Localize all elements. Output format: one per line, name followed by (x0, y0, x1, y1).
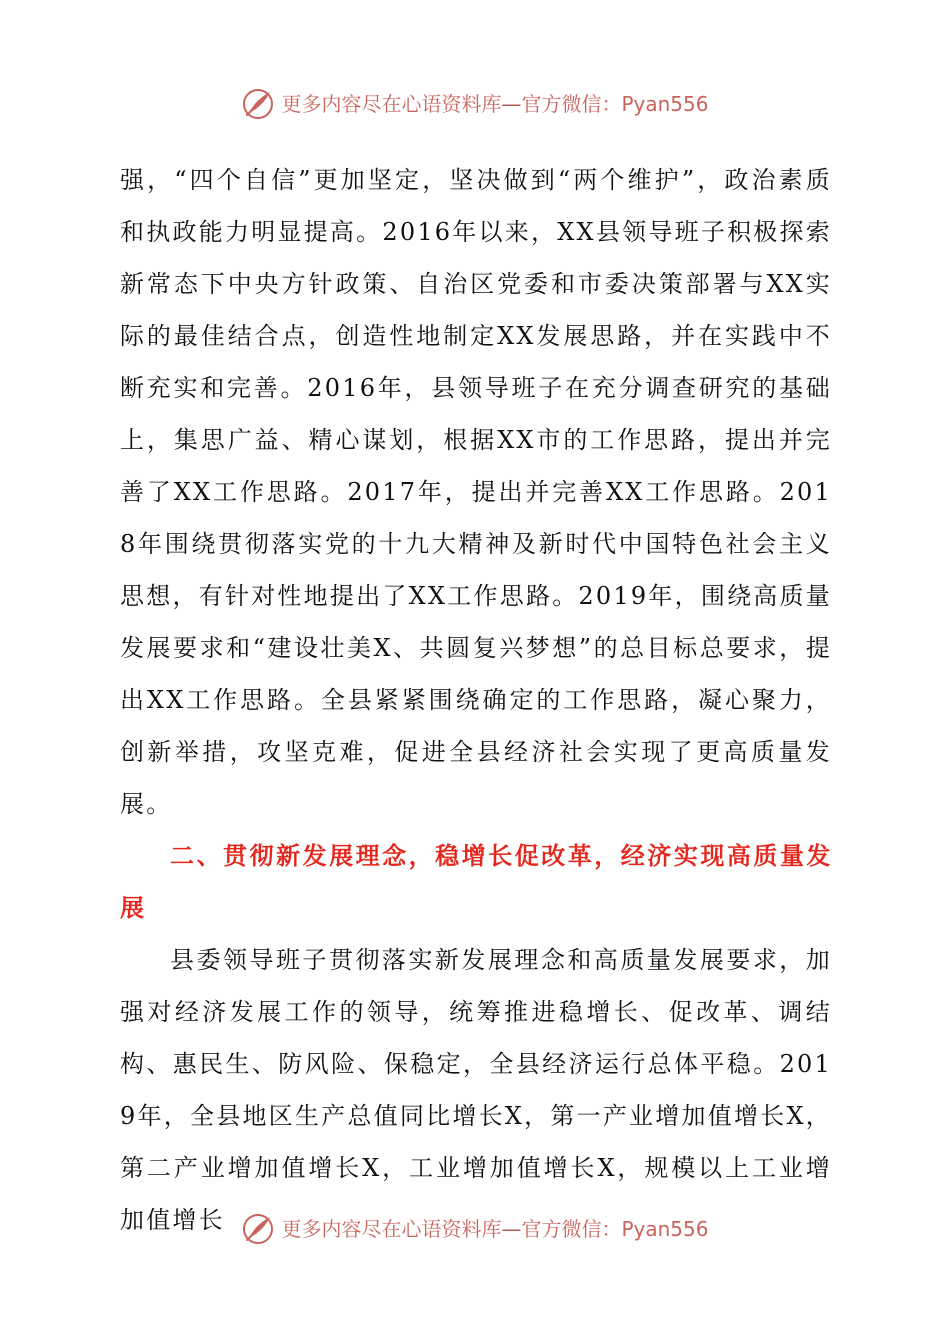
watermark-separator: — (501, 1217, 522, 1241)
section-heading: 二、贯彻新发展理念，稳增长促改革，经济实现高质量发展 (120, 842, 832, 922)
quill-pen-circle-icon (241, 1212, 275, 1246)
watermark-text (281, 84, 708, 124)
body-paragraph: 县委领导班子贯彻落实新发展理念和高质量发展要求，加强对经济发展工作的领导，统筹推进稳增长、促改革、调结构、惠民生、防风险、保稳定，全县经济运行总体平稳。2019年，全县地区生产总值同比增长X，第一产业增加值增长X，第二产业增加值增长X，工业增加值增长X，规模以上工业增加值增长 (120, 946, 832, 1234)
watermark-brand: 更多内容尽在心语资料库 (281, 1217, 502, 1241)
watermark-banner-top (0, 84, 950, 124)
document-body (120, 154, 832, 1246)
watermark-wechat: 官方微信：Pyan556 (521, 1217, 709, 1241)
watermark-banner-bottom (0, 1209, 950, 1249)
watermark-wechat: 官方微信：Pyan556 (521, 92, 709, 116)
watermark-separator: — (501, 92, 522, 116)
quill-pen-circle-icon (241, 87, 275, 121)
watermark-text (281, 1209, 708, 1249)
watermark-brand: 更多内容尽在心语资料库 (281, 92, 502, 116)
body-paragraph-continued: 强，“四个自信”更加坚定，坚决做到“两个维护”，政治素质和执政能力明显提高。2016年以来，XX县领导班子积极探索新常态下中央方针政策、自治区党委和市委决策部署与XX实际的最佳结合点，创造性地制定XX发展思路，并在实践中不断充实和完善。2016年，县领导班子在充分调查研究的基础上，集思广益、精心谋划，根据XX市的工作思路，提出并完善了XX工作思路。2017年，提出并完善XX工作思路。2018年围绕贯彻落实党的十九大精神及新时代中国特色社会主义思想，有针对性地提出了XX工作思路。2019年，围绕高质量发展要求和“建设壮美X、共圆复兴梦想”的总目标总要求，提出XX工作思路。全县紧紧围绕确定的工作思路，凝心聚力，创新举措，攻坚克难，促进全县经济社会实现了更高质量发展。 (120, 166, 832, 818)
